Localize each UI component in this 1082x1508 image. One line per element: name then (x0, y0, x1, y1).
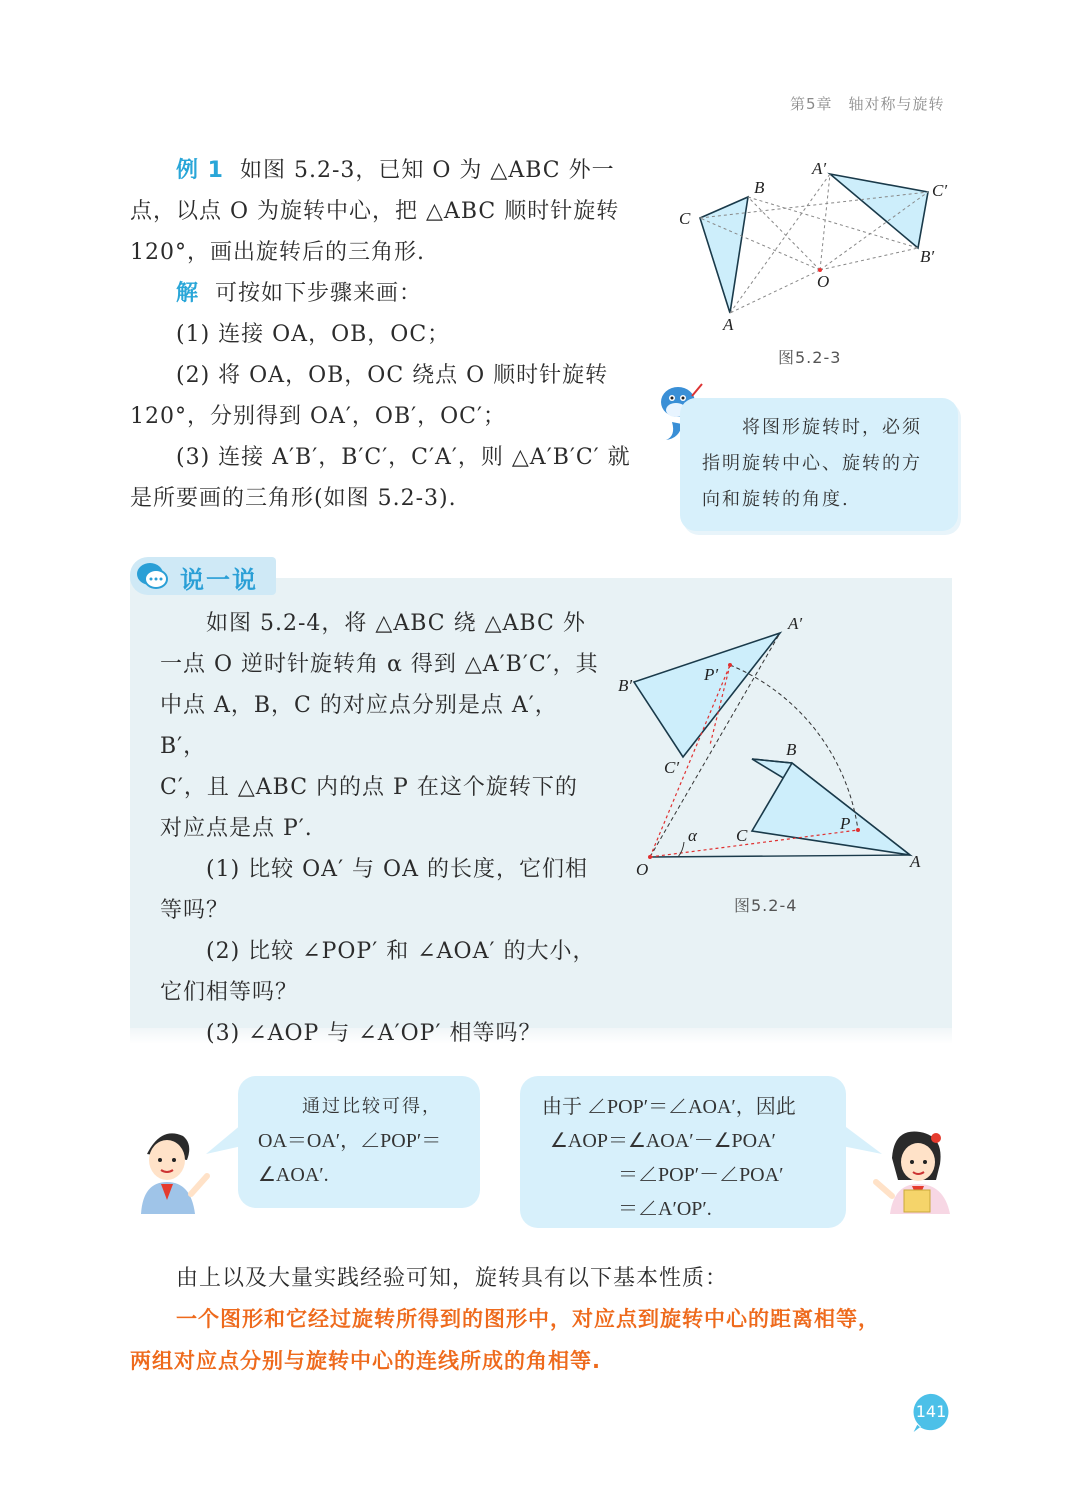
point-o (648, 855, 652, 859)
step3a: (3) 连接 A′B′，B′C′，C′A′，则 △A′B′C′ 就 (176, 445, 631, 470)
label-a1: A′ (788, 614, 803, 633)
solution-label: 解 (176, 281, 200, 306)
label-c: C (736, 826, 748, 845)
left-bubble-tail (206, 1120, 242, 1160)
conclusion-block (130, 1258, 960, 1299)
discuss-p2: 一点 O 逆时针旋转角 α 得到 △A′B′C′，其 (160, 652, 599, 677)
property-block (130, 1298, 960, 1382)
tip-line3: 向和旋转的角度. (702, 489, 850, 510)
point-p (856, 828, 860, 832)
step2a: (2) 将 OA，OB，OC 绕点 O 顺时针旋转 (176, 363, 609, 388)
left-bubble-line2: OA＝OA′，∠POP′＝ (258, 1130, 442, 1152)
label-c: C (679, 209, 691, 228)
label-b: B (754, 178, 765, 197)
property-line2: 两组对应点分别与旋转中心的连线所成的角相等. (130, 1349, 601, 1373)
question3: (3) ∠AOP 与 ∠A′OP′ 相等吗？ (206, 1021, 542, 1046)
discuss-title-tab (130, 557, 276, 595)
label-b1: B′ (920, 247, 935, 266)
question2a: (2) 比较 ∠POP′ 和 ∠AOA′ 的大小， (206, 939, 596, 964)
example-line3: 120°，画出旋转后的三角形. (130, 240, 425, 265)
question1b: 等吗？ (160, 898, 230, 923)
label-a1: A′ (812, 159, 827, 178)
right-bubble-line2: ∠AOP＝∠AOA′－∠POA′ (550, 1130, 776, 1152)
solution-intro: 可按如下步骤来画： (215, 281, 423, 306)
label-a: A (723, 315, 734, 334)
triangle-a1b1c1 (634, 633, 780, 757)
label-o: O (817, 272, 830, 291)
right-bubble-line1: 由于 ∠POP′＝∠AOA′，因此 (542, 1096, 796, 1118)
property-line1: 一个图形和它经过旋转所得到的图形中，对应点到旋转中心的距离相等， (176, 1307, 880, 1331)
label-p1: P′ (704, 665, 719, 684)
angle-arc (678, 842, 684, 857)
right-bubble-line4: ＝∠A′OP′. (618, 1198, 712, 1220)
conclusion-intro: 由上以及大量实践经验可知，旋转具有以下基本性质： (176, 1266, 729, 1291)
discuss-title: 说一说 (180, 566, 258, 594)
right-bubble-line3: ＝∠POP′－∠POA′ (618, 1164, 784, 1186)
left-speech-bubble (238, 1076, 480, 1208)
example-line1: 如图 5.2-3，已知 O 为 △ABC 外一 (239, 158, 615, 183)
discuss-p1: 如图 5.2-4，将 △ABC 绕 △ABC 外 (206, 611, 586, 636)
question1a: (1) 比较 OA′ 与 OA 的长度，它们相 (206, 857, 588, 882)
left-bubble-line1: 通过比较可得， (302, 1096, 442, 1117)
tip-line2: 指明旋转中心、旋转的方 (702, 453, 922, 474)
figure1-caption: 图5.2-3 (778, 348, 842, 367)
point-p1 (728, 663, 732, 667)
example-line2: 点，以点 O 为旋转中心，把 △ABC 顺时针旋转 (130, 199, 620, 224)
example-block (130, 150, 640, 519)
discuss-p4: C′，且 △ABC 内的点 P 在这个旋转下的 (160, 775, 578, 800)
chapter-header: 第5章 轴对称与旋转 (790, 95, 945, 113)
discuss-p5: 对应点是点 P′. (160, 816, 313, 841)
step3b: 是所要画的三角形(如图 5.2-3). (130, 486, 457, 511)
discuss-p3: 中点 A，B，C 的对应点分别是点 A′，B′， (160, 693, 558, 759)
discuss-text (160, 603, 600, 1054)
label-o: O (636, 860, 649, 879)
label-c1: C′ (932, 181, 948, 200)
left-bubble-line3: ∠AOA′. (258, 1164, 329, 1186)
label-p: P (840, 814, 851, 833)
right-speech-bubble (520, 1076, 846, 1228)
triangle-a1b1c1 (830, 174, 928, 248)
label-a: A (910, 852, 921, 871)
page-number: 141 (915, 1402, 947, 1421)
label-alpha: α (688, 826, 697, 845)
triangle-abc (700, 197, 748, 313)
tip-line1: 将图形旋转时，必须 (742, 417, 922, 438)
tip-box (680, 398, 958, 531)
girl-character-icon (870, 1124, 958, 1214)
label-c1: C′ (664, 758, 680, 777)
label-b1: B′ (618, 676, 633, 695)
chat-bubble-icon (134, 560, 170, 592)
step2b: 120°，分别得到 OA′，OB′，OC′； (130, 404, 506, 429)
figure-5-2-3 (660, 150, 960, 340)
label-b: B (786, 740, 797, 759)
step1: (1) 连接 OA，OB，OC； (176, 322, 451, 347)
example-label: 例 1 (176, 158, 224, 183)
question2b: 它们相等吗？ (160, 980, 299, 1005)
figure-5-2-4 (610, 605, 940, 885)
figure2-caption: 图5.2-4 (734, 896, 798, 915)
